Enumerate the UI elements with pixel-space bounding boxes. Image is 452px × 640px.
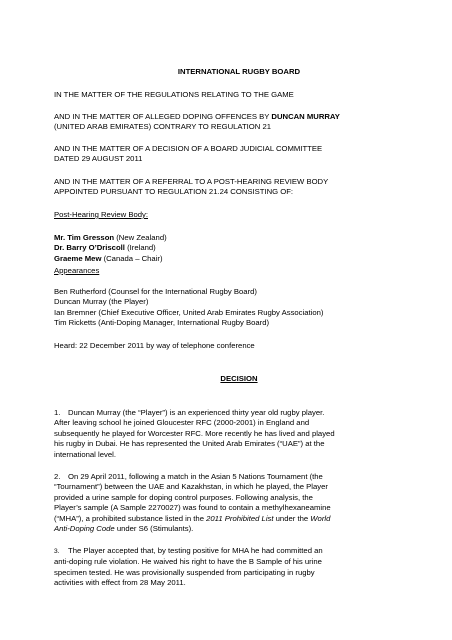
review-member: Mr. Tim Gresson (New Zealand) xyxy=(54,233,167,242)
matter-doping-offences xyxy=(54,112,424,133)
matter-regulations: IN THE MATTER OF THE REGULATIONS RELATING TO THE GAME xyxy=(54,90,294,99)
appearance-item: Duncan Murray (the Player) xyxy=(54,297,149,307)
paragraph-1: 1. Duncan Murray (the “Player”) is an experienced thirty year old rugby player. After leaving school he joined Gloucester RFC (2000-2001) in England and subsequently he played for Worcester RFC. More recently he has lived and played his rugby in Dubai. He has represented the United Arab Emirates (“UAE”) at the international level. xyxy=(54,408,335,459)
review-member: Dr. Barry O’Driscoll (Ireland) xyxy=(54,243,156,253)
appearances-list xyxy=(54,287,424,329)
appearance-item: Ian Bremner (Chief Executive Officer, United Arab Emirates Rugby Association) xyxy=(54,307,324,317)
appearance-item: Tim Ricketts (Anti-Doping Manager, International Rugby Board) xyxy=(54,318,270,328)
matter-doping-line-1: AND IN THE MATTER OF ALLEGED DOPING OFFENCES BY DUNCAN MURRAY xyxy=(54,112,340,121)
heard-line: Heard: 22 December 2011 by way of telephone conference xyxy=(54,341,255,350)
paragraph-2: 2. On 29 April 2011, following a match in the Asian 5 Nations Tournament (the “Tournament”) between the UAE and Kazakhstan, in which he played, the Player provided a urine sample for doping control purposes. Following analysis, the Player’s sample (A Sample 2270027) was found to contain a methylhexaneamine (“MHA”), a prohibited substance listed in the 2011 Prohibited List under the World Anti-Doping Code under S6 (Stimulants). xyxy=(54,472,331,534)
matter-doping-line-2: (UNITED ARAB EMIRATES) CONTRARY TO REGULATION 21 xyxy=(54,122,271,132)
review-member: Graeme Mew (Canada – Chair) xyxy=(54,253,163,263)
matter-review-referral: AND IN THE MATTER OF A REFERRAL TO A POST-HEARING REVIEW BODY APPOINTED PURSUANT TO REGULATION 21.24 CONSISTING OF: xyxy=(54,177,329,197)
prohibited-list-title: 2011 Prohibited List xyxy=(206,513,274,523)
paragraph-number: 1. xyxy=(54,408,61,417)
decision-title: DECISION xyxy=(220,374,258,383)
anti-doping-code-title: Anti-Doping Code xyxy=(54,524,115,534)
review-body-members xyxy=(54,233,424,264)
player-name: DUNCAN MURRAY xyxy=(271,112,340,121)
paragraph-3: 3. The Player accepted that, by testing positive for MHA he had committed an anti-doping rule violation. He waived his right to have the B Sample of his urine specimen tested. He was provisionally suspended from participating in rugby activities with effect from 28 May 2011. xyxy=(54,546,323,588)
review-body-title: Post-Hearing Review Body: xyxy=(54,210,148,219)
appearances-title: Appearances xyxy=(54,266,100,275)
paragraph-number: 2. xyxy=(54,472,61,481)
paragraph-number: 3. xyxy=(54,548,60,555)
document-heading: INTERNATIONAL RUGBY BOARD xyxy=(177,67,301,76)
appearance-item: Ben Rutherford (Counsel for the International Rugby Board) xyxy=(54,287,257,296)
matter-judicial-decision: AND IN THE MATTER OF A DECISION OF A BOARD JUDICIAL COMMITTEE DATED 29 AUGUST 2011 xyxy=(54,144,323,164)
